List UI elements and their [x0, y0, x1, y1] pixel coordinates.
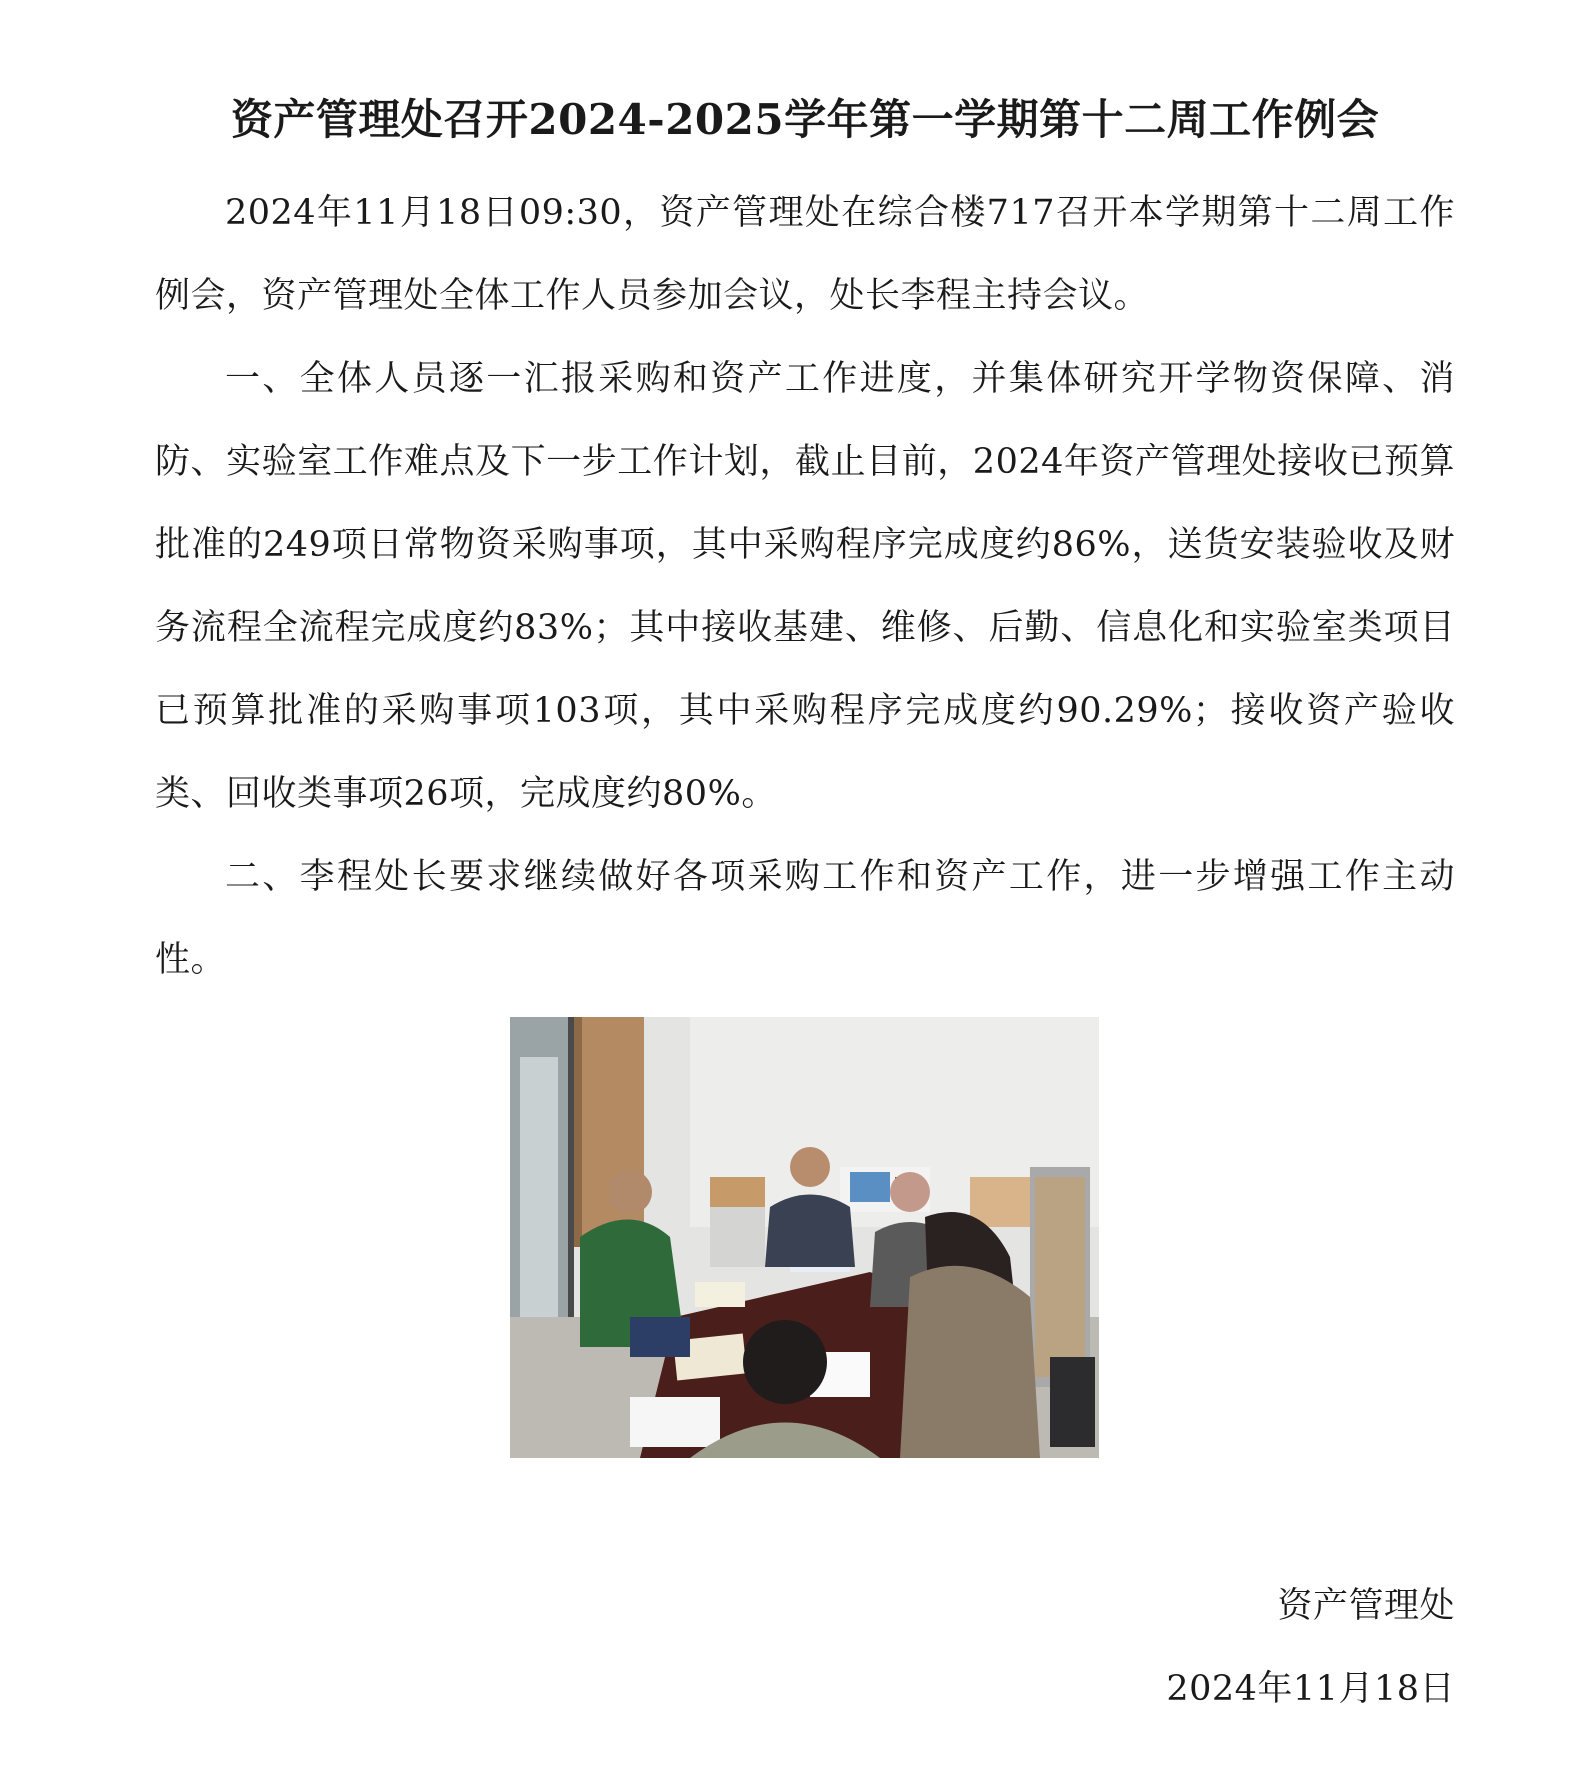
signature-organization: 资产管理处	[1277, 1586, 1455, 1626]
page-title: 资产管理处召开2024-2025学年第一学期第十二周工作例会	[230, 95, 1380, 144]
meeting-photo-illustration	[510, 1017, 1099, 1458]
document-body	[155, 90, 1455, 1002]
paragraph-meeting-info: 2024年11月18日09:30，资产管理处在综合楼717召开本学期第十二周工作例会，资产管理处全体工作人员参加会议，处长李程主持会议。	[155, 193, 1455, 316]
meeting-photo	[510, 1017, 1099, 1458]
signature-date: 2024年11月18日	[1166, 1669, 1455, 1709]
paragraph-item-two: 二、李程处长要求继续做好各项采购工作和资产工作，进一步增强工作主动性。	[155, 857, 1455, 980]
signature-block	[1166, 1565, 1455, 1731]
paragraph-item-one: 一、全体人员逐一汇报采购和资产工作进度，并集体研究开学物资保障、消防、实验室工作难点及下一步工作计划，截止目前，2024年资产管理处接收已预算批准的249项日常物资采购事项，其中采购程序完成度约86%，送货安装验收及财务流程全流程完成度约83%；其中接收基建、维修、后勤、信息化和实验室类项目已预算批准的采购事项103项，其中采购程序完成度约90.29%；接收资产验收类、回收类事项26项，完成度约80%。	[155, 359, 1455, 814]
